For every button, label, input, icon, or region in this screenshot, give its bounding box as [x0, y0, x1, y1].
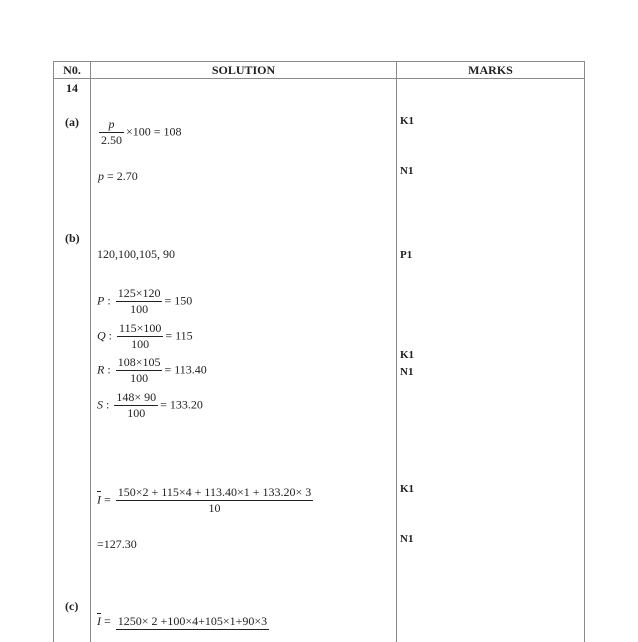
column-divider-no: [90, 62, 91, 642]
composite-index-equation: $\overline{I}$ = $\frac{150\times 2 + 115\times 4 + 113.40\times 1 + 133.20\times 3}{10}$: [97, 485, 312, 515]
mark-b-n1-result: N1: [400, 533, 414, 545]
index-q-row: Q : $\frac{115\times 100}{100}$ = 115: [97, 321, 193, 351]
mark-b-k1-index: K1: [400, 483, 415, 495]
part-a-label: (a): [65, 115, 79, 129]
index-r-row: R : $\frac{108\times 105}{100}$ = 113.40: [97, 355, 207, 385]
mark-a-k1: K1: [400, 115, 415, 127]
part-c-equation: $\overline{I}$ = 1250× 2 +100×4+105×1+90×3: [97, 614, 268, 629]
header-no: N0.: [63, 63, 81, 77]
part-b-list: 120,100,105, 90: [97, 247, 175, 261]
header-divider: [54, 78, 584, 79]
part-a-answer: p = 2.70: [98, 169, 138, 183]
part-c-label: (c): [65, 599, 79, 613]
column-divider-marks: [396, 62, 397, 642]
mark-b-p1: P1: [400, 249, 413, 261]
mark-b-n1: N1: [400, 366, 414, 378]
part-a-equation: $\frac{p}{2.50}$ ×100 = 108: [101, 117, 182, 147]
question-number: 14: [66, 81, 78, 95]
header-solution: SOLUTION: [211, 63, 276, 77]
part-b-label: (b): [65, 231, 80, 245]
index-p-row: P : $\frac{125\times 120}{100}$ = 150: [97, 286, 193, 316]
header-marks: MARKS: [468, 63, 513, 77]
composite-index-result: =127.30: [97, 537, 137, 551]
index-s-row: S : $\frac{148\times 90}{100}$ = 133.20: [97, 390, 203, 420]
part-a-fraction: $\frac{p}{2.50}$: [101, 117, 122, 147]
mark-b-k1: K1: [400, 349, 415, 361]
mark-a-n1: N1: [400, 165, 414, 177]
